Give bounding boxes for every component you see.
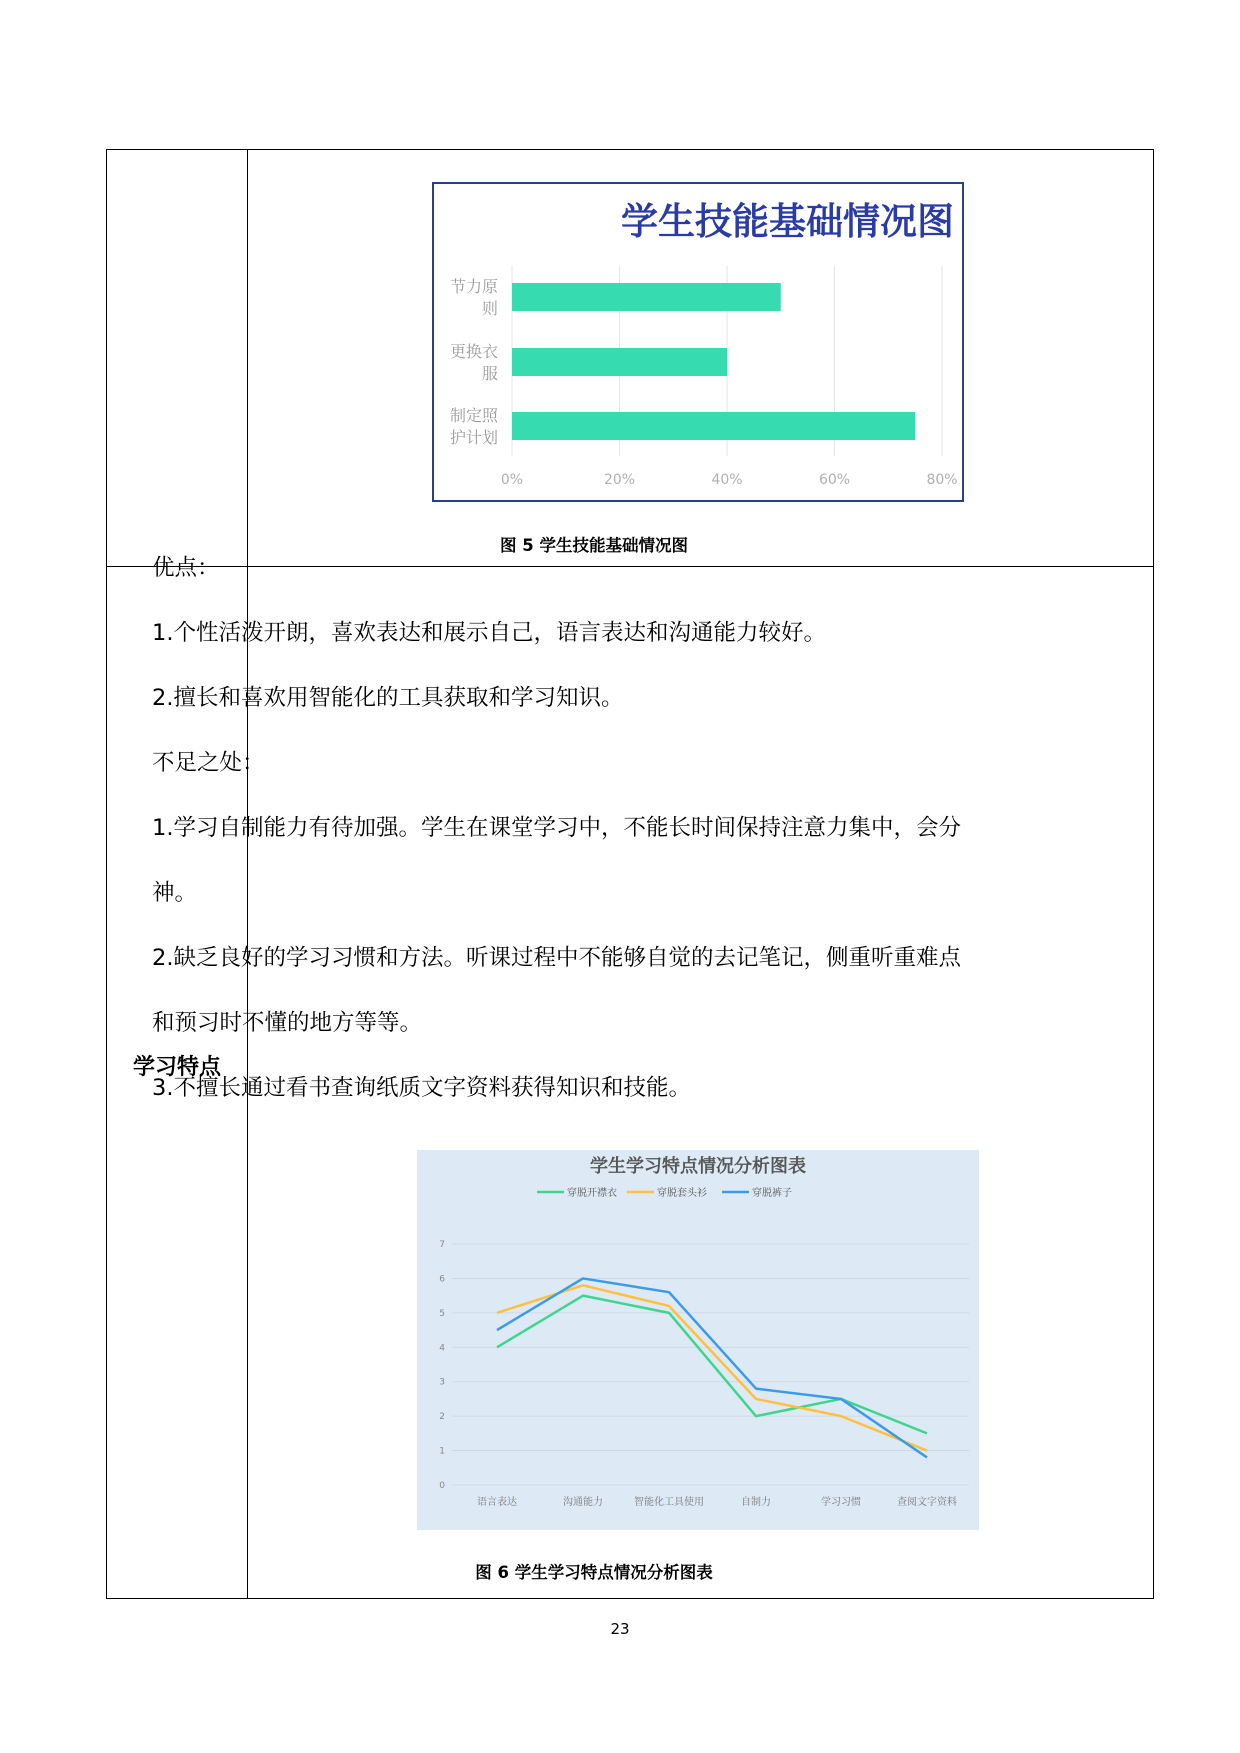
- chart2-legend-label: 穿脱开襟衣: [567, 1188, 617, 1199]
- learning-traits-line-chart-svg: [417, 1150, 979, 1530]
- paragraph-line: 不足之处：: [152, 750, 265, 776]
- chart2-legend-label: 穿脱套头衫: [657, 1188, 707, 1199]
- chart1-tick-label: 0%: [500, 472, 524, 488]
- chart1-bar: [512, 348, 727, 376]
- chart2-category-label: 语言表达: [477, 1497, 517, 1508]
- figure-5-caption: 图 5 学生技能基础情况图: [500, 536, 688, 555]
- paragraph-line: 1.学习自制能力有待加强。学生在课堂学习中，不能长时间保持注意力集中，会分: [152, 815, 961, 841]
- chart1-bar: [512, 283, 781, 311]
- chart2-tick-label: 6: [439, 1274, 445, 1285]
- chart2-tick-label: 4: [439, 1343, 445, 1354]
- chart1-tick-label: 60%: [818, 472, 851, 488]
- paragraph-line: 2.缺乏良好的学习习惯和方法。听课过程中不能够自觉的去记笔记，侧重听重难点: [152, 945, 961, 971]
- chart2-tick-label: 0: [439, 1481, 445, 1491]
- paragraph-line: 3.不擅长通过看书查询纸质文字资料获得知识和技能。: [152, 1075, 691, 1101]
- chart1-title: 学生技能基础情况图: [621, 200, 954, 243]
- chart1-tick-label: 80%: [926, 472, 958, 488]
- chart2-tick-label: 7: [439, 1240, 445, 1250]
- chart1-category-label: 制定照护计划: [449, 406, 498, 447]
- chart2-tick-label: 5: [439, 1308, 445, 1319]
- chart2-category-label: 查阅文字资料: [897, 1497, 957, 1508]
- row-label-learning-traits: 学习特点: [132, 1055, 221, 1080]
- chart2-series-line: [497, 1278, 927, 1457]
- paragraph-line: 神。: [152, 880, 198, 906]
- paragraph-line: 1.个性活泼开朗，喜欢表达和展示自己，语言表达和沟通能力较好。: [152, 620, 826, 646]
- chart2-title: 学生学习特点情况分析图表: [590, 1156, 806, 1177]
- page-number: 23: [610, 1620, 630, 1638]
- chart2-series-line: [497, 1285, 927, 1450]
- chart1-tick-label: 40%: [711, 472, 743, 488]
- chart2-tick-label: 2: [439, 1412, 445, 1423]
- chart1-category-label: 节力原则: [449, 277, 498, 318]
- chart2-category-label: 自制力: [741, 1497, 771, 1508]
- chart2-tick-label: 3: [439, 1377, 445, 1388]
- chart2-legend-label: 穿脱裤子: [752, 1188, 792, 1199]
- figure-6-caption: 图 6 学生学习特点情况分析图表: [475, 1563, 713, 1582]
- chart2-category-label: 智能化工具使用: [634, 1497, 704, 1508]
- chart2-category-label: 沟通能力: [563, 1497, 603, 1508]
- skills-bar-chart-svg: [434, 184, 962, 500]
- chart1-category-label: 更换衣服: [449, 342, 498, 383]
- chart2-tick-label: 1: [439, 1446, 445, 1457]
- chart1-tick-label: 20%: [603, 472, 636, 488]
- paragraph-line: 和预习时不懂的地方等等。: [152, 1010, 423, 1036]
- chart2-category-label: 学习习惯: [821, 1497, 861, 1508]
- paragraph-line: 2.擅长和喜欢用智能化的工具获取和学习知识。: [152, 685, 624, 711]
- paragraph-line: 优点：: [152, 555, 220, 581]
- skills-bar-chart: [432, 182, 964, 502]
- learning-traits-line-chart: [417, 1150, 979, 1530]
- chart1-bar: [512, 412, 915, 440]
